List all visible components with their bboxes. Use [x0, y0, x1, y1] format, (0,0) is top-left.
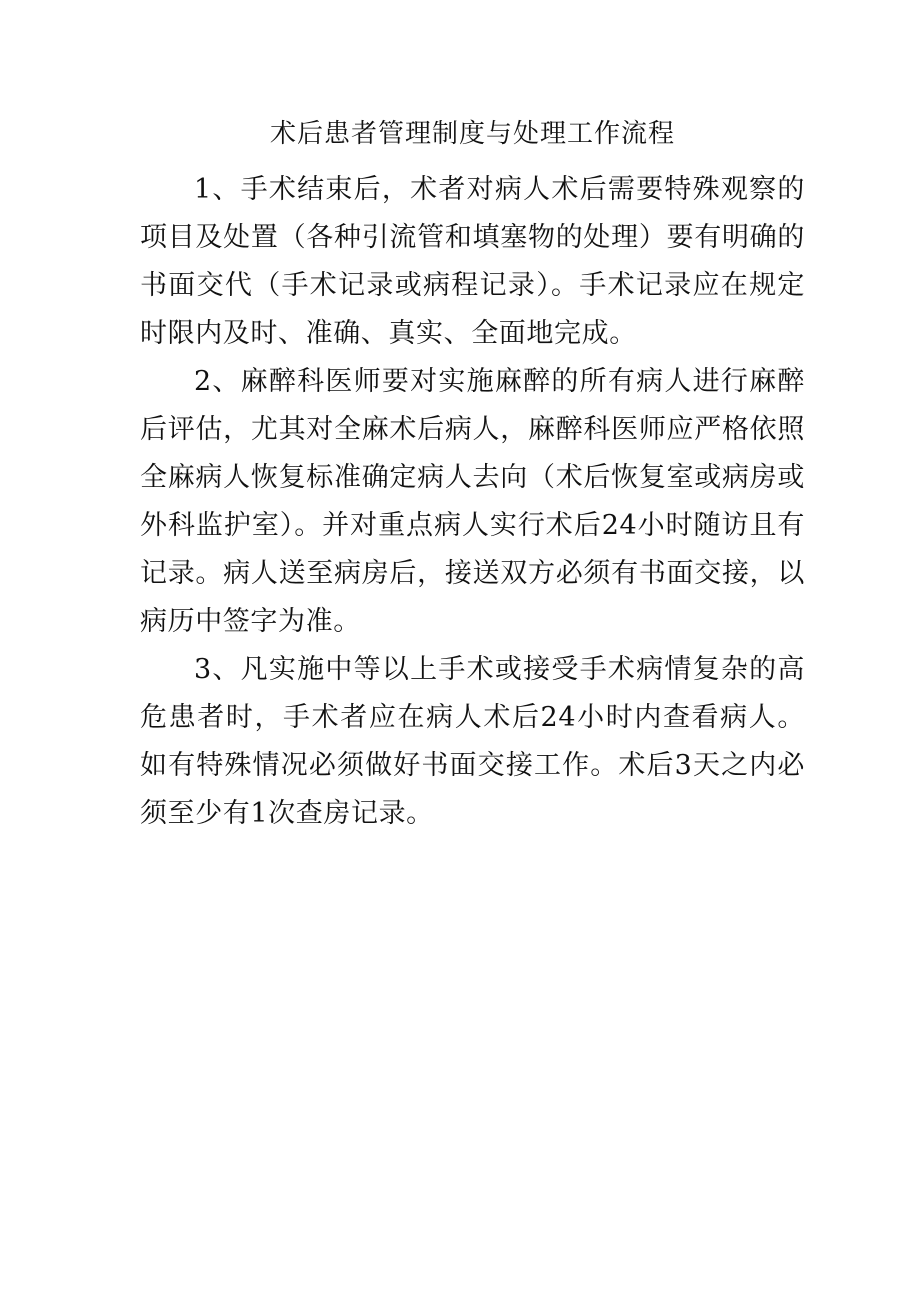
paragraph-1: 1、手术结束后，术者对病人术后需要特殊观察的项目及处置（各种引流管和填塞物的处理）要有明确的书面交代（手术记录或病程记录）。手术记录应在规定时限内及时、准确、真实、全面地完成。 [140, 174, 805, 349]
paragraph-2: 2、麻醉科医师要对实施麻醉的所有病人进行麻醉后评估，尤其对全麻术后病人，麻醉科医师应严格依照全麻病人恢复标准确定病人去向（术后恢复室或病房或外科监护室）。并对重点病人实行术后24小时随访且有记录。病人送至病房后，接送双方必须有书面交接，以病历中签字为准。 [140, 366, 805, 637]
paragraph-3: 3、凡实施中等以上手术或接受手术病情复杂的高危患者时，手术者应在病人术后24小时内查看病人。如有特殊情况必须做好书面交接工作。术后3天之内必须至少有1次查房记录。 [140, 654, 805, 829]
document-title: 术后患者管理制度与处理工作流程 [269, 119, 675, 149]
document-body [140, 112, 805, 838]
